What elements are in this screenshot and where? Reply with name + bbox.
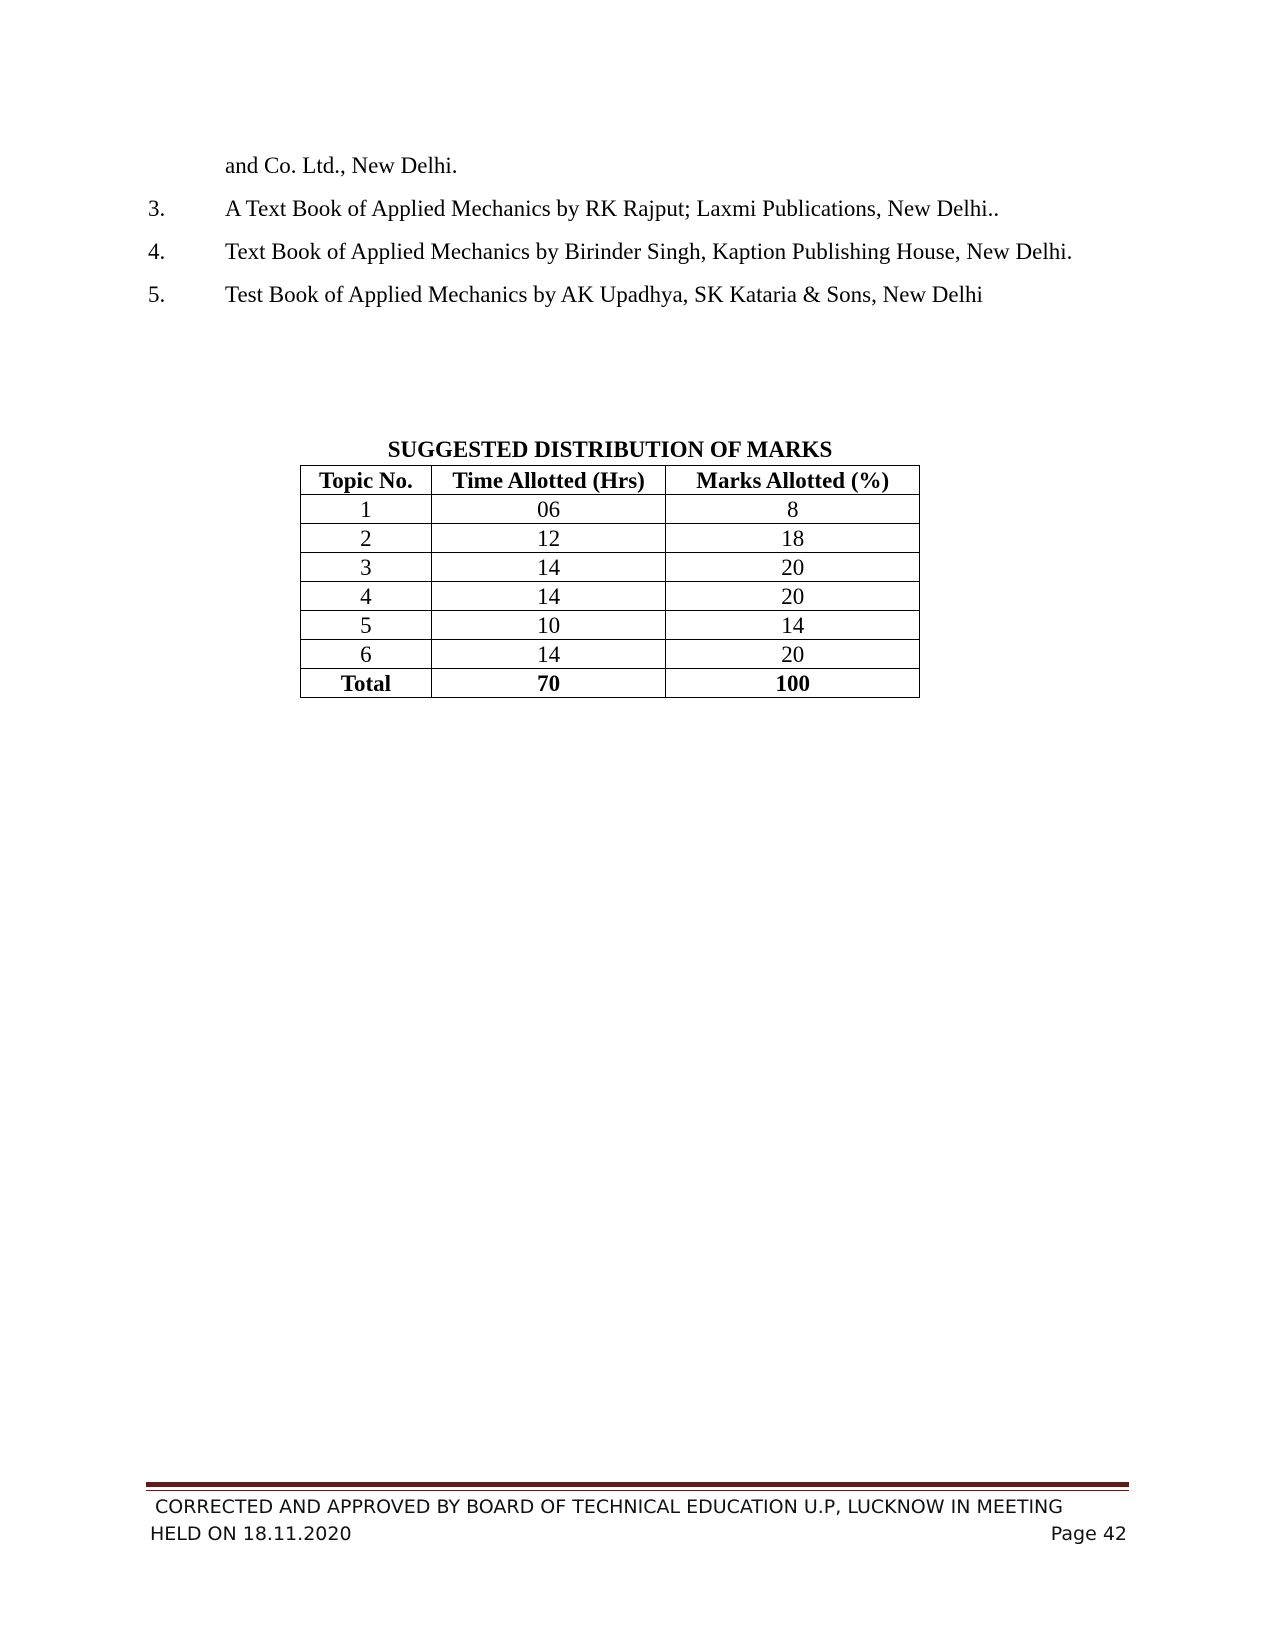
reference-text: A Text Book of Applied Mechanics by RK Rajput; Laxmi Publications, New Delhi.. [225,196,1000,221]
table-cell: 4 [301,582,432,611]
footer-rule [146,1482,1129,1487]
table-cell: 14 [431,582,666,611]
reference-text: Test Book of Applied Mechanics by AK Upadhya, SK Kataria & Sons, New Delhi [225,282,983,307]
reference-number: 4. [148,239,166,264]
table-cell: 100 [666,669,920,698]
table-cell: 2 [301,524,432,553]
reference-number: 3. [148,196,166,221]
table-cell: 06 [431,495,666,524]
table-cell: 20 [666,582,920,611]
table-cell: 1 [301,495,432,524]
table-cell: Total [301,669,432,698]
table-header-row [301,466,920,495]
table-cell: 6 [301,640,432,669]
table-row [301,582,920,611]
table-cell: 5 [301,611,432,640]
table-title: SUGGESTED DISTRIBUTION OF MARKS [387,437,833,462]
table-cell: 10 [431,611,666,640]
table-row [301,553,920,582]
reference-item [148,187,1128,230]
column-header: Topic No. [301,466,432,495]
table-cell: 14 [431,553,666,582]
table-cell: 3 [301,553,432,582]
column-header: Marks Allotted (%) [666,466,920,495]
page-footer [150,1494,1127,1548]
reference-item [148,230,1128,273]
table-cell: 8 [666,495,920,524]
footer-approval-text: CORRECTED AND APPROVED BY BOARD OF TECHNICAL EDUCATION U.P, LUCKNOW IN MEETING [155,1496,1063,1518]
table-cell: 70 [431,669,666,698]
reference-text: and Co. Ltd., New Delhi. [225,153,458,178]
table-row [301,495,920,524]
table-row [301,640,920,669]
table-row [301,524,920,553]
table-total-row [301,669,920,698]
table-cell: 20 [666,640,920,669]
table-row [301,611,920,640]
reference-number: 5. [148,282,166,307]
column-header: Time Allotted (Hrs) [431,466,666,495]
footer-bottom-line [150,1521,1127,1548]
footer-meeting-date: HELD ON 18.11.2020 [150,1523,352,1545]
reference-item [148,273,1128,316]
reference-list [148,144,1128,316]
table-cell: 12 [431,524,666,553]
marks-distribution [300,436,920,698]
table-cell: 14 [666,611,920,640]
table-cell: 18 [666,524,920,553]
table-cell: 14 [431,640,666,669]
marks-table [300,465,920,698]
table-cell: 20 [666,553,920,582]
reference-text: Text Book of Applied Mechanics by Birinder Singh, Kaption Publishing House, New Delhi. [225,239,1073,264]
footer-rule-thin [146,1490,1129,1491]
page-number: Page 42 [1050,1523,1127,1545]
reference-continuation [148,144,1128,187]
